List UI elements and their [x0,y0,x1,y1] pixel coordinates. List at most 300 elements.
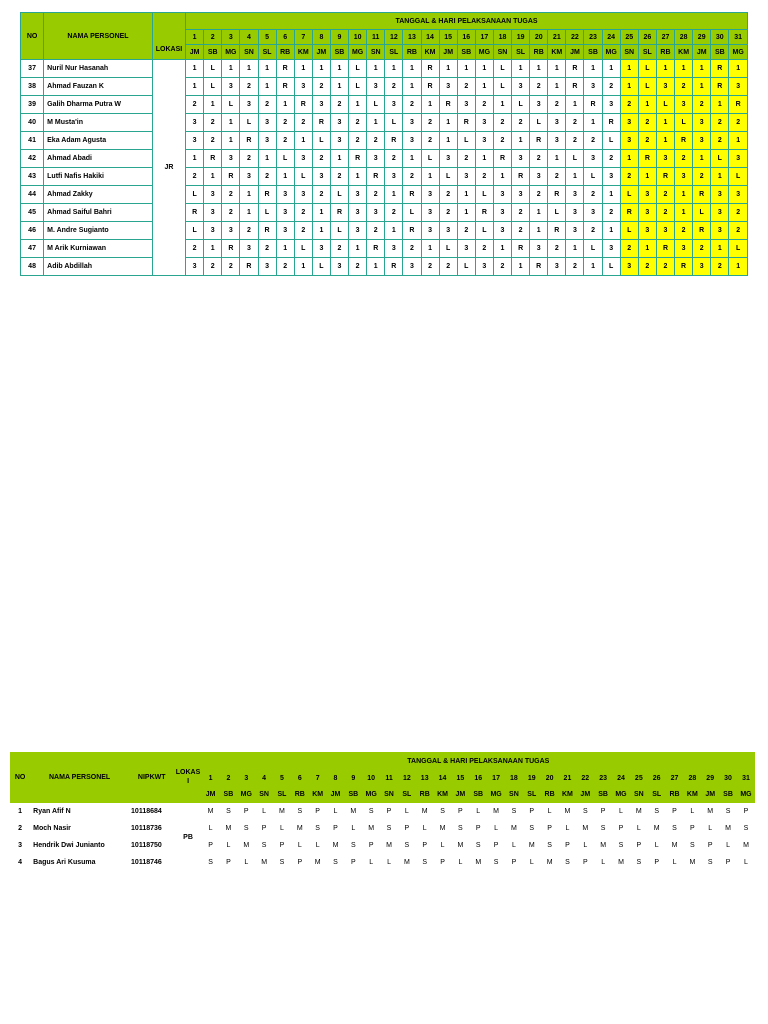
shift-cell: S [565,859,570,866]
weekday-label: SL [385,45,403,60]
weekday-label: SN [255,786,273,803]
shift-cell: 2 [566,258,584,276]
row-number: 42 [21,150,44,168]
shift-cell: 1 [439,132,457,150]
shift-cell: R [729,96,748,114]
day-number: 31 [737,770,755,786]
shift-cell: 2 [457,78,475,96]
shift-cell: 1 [493,240,511,258]
shift-cell: S [279,859,285,866]
shift-cell: L [565,825,570,832]
row-number: 41 [21,132,44,150]
shift-cell: 3 [258,114,276,132]
shift-cell: 1 [367,60,385,78]
shift-cell: S [654,808,659,815]
shift-cell: R [602,114,620,132]
shift-cell: R [294,96,312,114]
shift-cell: L [262,808,267,815]
header-lokasi: LOKAS I [174,752,201,786]
weekday-label: SL [258,45,276,60]
shift-cell: 1 [240,60,258,78]
shift-cell: 1 [276,96,294,114]
shift-cell: 1 [512,60,530,78]
shift-cell: P [243,808,249,815]
shift-cell: 3 [711,204,729,222]
shift-cell: L [583,842,588,849]
shift-cell: L [276,150,294,168]
day-number: 28 [683,770,701,786]
shift-cell: L [726,842,730,849]
shift-cell: S [690,842,695,849]
shift-cell: 1 [584,114,602,132]
shift-cell: 3 [638,186,656,204]
shift-cell: L [240,114,258,132]
shift-cell: L [620,186,638,204]
day-number: 11 [367,30,385,45]
shift-cell: 2 [330,240,348,258]
day-number: 16 [457,30,475,45]
shift-cell: R [240,132,258,150]
shift-cell: 3 [421,222,439,240]
personnel-name: Galih Dharma Putra W [44,96,153,114]
shift-cell: R [403,222,421,240]
day-number: 21 [548,30,566,45]
header-tanggal: TANGGAL & HARI PELAKSANAAN TUGAS [202,752,755,770]
day-number: 12 [398,770,416,786]
shift-cell: L [675,114,693,132]
shift-cell: 2 [403,240,421,258]
shift-cell: 3 [457,96,475,114]
shift-cell: 3 [186,258,204,276]
weekday-label: RB [666,786,684,803]
shift-cell: L [439,240,457,258]
shift-cell: 2 [512,222,530,240]
shift-cell: 1 [222,132,240,150]
header-lokasi-blank [174,786,201,803]
shift-cell: R [638,150,656,168]
shift-cell: 3 [602,96,620,114]
shift-cell: 3 [711,186,729,204]
shift-cell: 1 [693,150,711,168]
day-number: 5 [258,30,276,45]
table-row [21,240,748,258]
day-number: 7 [309,770,327,786]
shift-cell: L [601,859,606,866]
table-row [21,222,748,240]
shift-cell: 1 [548,78,566,96]
shift-cell: 2 [729,222,748,240]
shift-cell: R [385,258,403,276]
shift-cell: R [276,60,294,78]
shift-cell: 1 [276,240,294,258]
shift-cell: R [312,114,330,132]
table-row [21,60,748,78]
shift-cell: 3 [475,258,493,276]
shift-cell: 3 [294,186,312,204]
table-row [21,258,748,276]
shift-cell: 3 [512,186,530,204]
row-number: 37 [21,60,44,78]
shift-cell: 2 [475,96,493,114]
shift-cell: L [330,222,348,240]
table-row [21,78,748,96]
table-row [21,168,748,186]
shift-cell: 1 [493,96,511,114]
day-number: 20 [541,770,559,786]
shift-cell: M [511,825,517,832]
shift-cell: P [707,842,713,849]
shift-cell: 1 [475,78,493,96]
shift-cell: 1 [258,78,276,96]
personnel-name: M Musta'in [44,114,153,132]
shift-cell: 2 [457,150,475,168]
weekday-label: KM [675,45,693,60]
weekday-label: SN [505,786,523,803]
shift-cell: 2 [439,258,457,276]
shift-cell: 1 [729,258,748,276]
shift-cell: S [707,859,713,866]
shift-cell: 3 [367,78,385,96]
shift-cell: 3 [693,132,711,150]
shift-cell: 1 [222,60,240,78]
shift-cell: 3 [656,222,674,240]
shift-cell: 3 [276,186,294,204]
shift-cell: 3 [312,240,330,258]
weekday-label: JM [693,45,711,60]
shift-cell: P [226,859,231,866]
shift-cell: L [602,258,620,276]
shift-cell: L [204,60,222,78]
shift-cell: 3 [349,186,367,204]
shift-cell: 2 [711,258,729,276]
weekday-label: JM [202,786,220,803]
shift-cell: 3 [530,240,548,258]
shift-cell: R [421,78,439,96]
shift-cell: 2 [693,240,711,258]
shift-cell: L [656,96,674,114]
shift-cell: L [638,78,656,96]
shift-cell: M [635,808,642,815]
day-number: 10 [362,770,380,786]
weekday-label: SN [367,45,385,60]
shift-cell: 1 [186,78,204,96]
shift-cell: 1 [439,60,457,78]
day-number: 15 [439,30,457,45]
shift-cell: 1 [222,114,240,132]
day-number: 10 [349,30,367,45]
weekday-label: JM [186,45,204,60]
shift-cell: 3 [729,186,748,204]
day-number: 16 [469,770,487,786]
shift-cell: S [458,825,463,832]
shift-cell: 3 [439,150,457,168]
shift-cell: L [387,859,391,866]
shift-cell: L [744,859,748,866]
weekday-label: KM [683,786,701,803]
shift-cell: 2 [566,114,584,132]
shift-cell: 2 [656,258,674,276]
weekday-label: MG [237,786,255,803]
shift-cell: L [385,114,403,132]
shift-cell: L [403,204,421,222]
shift-cell: L [476,808,481,815]
day-number: 3 [222,30,240,45]
shift-cell: 2 [530,186,548,204]
day-number: 28 [675,30,693,45]
shift-cell: R [675,258,693,276]
header-lokasi: LOKASI [152,13,185,60]
weekday-label: SB [204,45,222,60]
shift-cell: L [440,842,445,849]
shift-cell: P [582,859,588,866]
shift-cell: 1 [403,78,421,96]
personnel-name: Adib Abdillah [44,258,153,276]
table-row [10,837,755,854]
shift-cell: S [636,859,642,866]
day-number: 14 [421,30,439,45]
shift-cell: P [386,808,392,815]
shift-cell: 3 [493,186,511,204]
day-number: 9 [344,770,362,786]
shift-cell: 2 [439,204,457,222]
shift-cell: L [602,132,620,150]
shift-cell: P [404,825,410,832]
shift-cell: 3 [385,240,403,258]
day-number: 14 [434,770,452,786]
shift-cell: 1 [566,96,584,114]
shift-cell: 1 [602,60,620,78]
shift-cell: 2 [729,114,748,132]
weekday-label: KM [309,786,327,803]
shift-cell: S [386,825,392,832]
shift-cell: P [368,842,374,849]
shift-cell: M [368,825,375,832]
shift-cell: M [225,825,232,832]
personnel-name: Nuril Nur Hasanah [44,60,153,78]
shift-cell: 3 [204,222,222,240]
shift-cell: S [725,808,731,815]
shift-cell: L [638,60,656,78]
shift-cell: L [369,859,374,866]
personnel-name: M Arik Kurniawan [44,240,153,258]
shift-cell: 3 [729,150,748,168]
table-row [10,854,755,871]
day-number: 17 [475,30,493,45]
shift-cell: L [530,114,548,132]
day-number: 3 [237,770,255,786]
shift-cell: R [566,60,584,78]
shift-cell: 3 [385,96,403,114]
shift-cell: 2 [584,222,602,240]
day-number: 1 [202,770,220,786]
shift-cell: L [619,808,623,815]
shift-cell: M [207,808,214,815]
day-number: 12 [385,30,403,45]
personnel-name: M. Andre Sugianto [44,222,153,240]
day-number: 25 [620,30,638,45]
weekday-label: SB [330,45,348,60]
location-cell: PB [174,803,201,871]
weekday-label: SN [380,786,398,803]
shift-cell: 1 [330,60,348,78]
personnel-name: Ahmad Saiful Bahri [44,204,153,222]
day-number: 6 [291,770,309,786]
shift-cell: S [475,842,481,849]
shift-cell: R [548,222,566,240]
day-number: 2 [220,770,238,786]
shift-cell: 1 [620,150,638,168]
shift-cell: 1 [204,240,222,258]
shift-cell: P [529,808,535,815]
personnel-name: Ahmad Abadi [44,150,153,168]
shift-cell: L [226,842,231,849]
shift-cell: 3 [421,186,439,204]
shift-cell: 2 [620,168,638,186]
shift-cell: 1 [385,60,403,78]
shift-cell: 2 [276,114,294,132]
shift-cell: 1 [584,60,602,78]
shift-cell: 1 [403,60,421,78]
shift-cell: L [458,859,463,866]
shift-cell: 1 [675,204,693,222]
shift-cell: M [279,808,285,815]
shift-cell: 3 [638,204,656,222]
shift-cell: P [315,808,320,815]
shift-cell: L [258,204,276,222]
shift-cell: 2 [367,132,385,150]
day-number: 22 [566,30,584,45]
shift-cell: 2 [385,204,403,222]
shift-cell: S [315,825,320,832]
table-row [10,803,755,820]
shift-cell: 1 [475,60,493,78]
shift-cell: M [618,859,624,866]
shift-cell: 1 [421,96,439,114]
day-number: 6 [276,30,294,45]
shift-cell: 1 [349,240,367,258]
shift-cell: 2 [294,114,312,132]
shift-cell: 1 [512,132,530,150]
shift-cell: 2 [512,204,530,222]
shift-cell: 3 [602,240,620,258]
weekday-label: RB [276,45,294,60]
shift-cell: M [314,859,321,866]
weekday-label: SB [719,786,737,803]
shift-cell: L [421,150,439,168]
shift-cell: 1 [729,60,748,78]
personnel-name: Hendrik Dwi Junianto [33,842,105,849]
day-number: 24 [612,770,630,786]
day-number: 29 [693,30,711,45]
weekday-label: KM [434,786,452,803]
shift-cell: 2 [258,168,276,186]
shift-cell: P [743,808,749,815]
shift-cell: 3 [421,204,439,222]
personnel-name: Moch Nasir [33,825,71,832]
shift-cell: 2 [566,132,584,150]
shift-cell: 1 [240,186,258,204]
weekday-label: SN [630,786,648,803]
shift-cell: 2 [421,258,439,276]
weekday-label: MG [737,786,755,803]
shift-cell: L [294,168,312,186]
shift-cell: 3 [475,132,493,150]
shift-cell: 1 [403,150,421,168]
day-number: 29 [701,770,719,786]
shift-cell: 3 [294,150,312,168]
shift-cell: M [725,825,731,832]
shift-cell: P [690,825,695,832]
shift-cell: 2 [403,168,421,186]
shift-cell: 2 [656,204,674,222]
shift-cell: P [672,808,677,815]
shift-cell: 1 [620,60,638,78]
weekday-label: JM [566,45,584,60]
shift-cell: 2 [584,132,602,150]
day-number: 7 [294,30,312,45]
shift-cell: 3 [240,96,258,114]
shift-cell: 1 [186,150,204,168]
shift-cell: 3 [240,168,258,186]
shift-cell: 1 [294,258,312,276]
shift-cell: 1 [312,60,330,78]
day-number: 9 [330,30,348,45]
shift-cell: 3 [457,240,475,258]
shift-cell: 2 [222,186,240,204]
shift-cell: 1 [638,168,656,186]
shift-cell: 2 [530,78,548,96]
row-number: 4 [18,859,23,866]
day-number: 13 [416,770,434,786]
shift-cell: L [475,186,493,204]
header-nipkwt: NIPKWT [129,752,174,803]
shift-cell: 1 [566,168,584,186]
weekday-label: MG [602,45,620,60]
shift-cell: 3 [584,150,602,168]
header-tanggal: TANGGAL & HARI PELAKSANAAN TUGAS [186,13,748,30]
row-number: 44 [21,186,44,204]
shift-cell: 2 [675,150,693,168]
shift-cell: M [707,808,714,815]
row-number: 46 [21,222,44,240]
shift-cell: R [276,78,294,96]
shift-cell: 2 [638,132,656,150]
shift-cell: L [729,168,748,186]
shift-cell: 2 [204,132,222,150]
row-number: 3 [18,842,23,849]
shift-cell: 3 [403,258,421,276]
shift-cell: M [261,859,268,866]
shift-cell: 2 [584,186,602,204]
shift-cell: P [297,859,303,866]
shift-cell: 2 [656,186,674,204]
day-number: 11 [380,770,398,786]
day-number: 24 [602,30,620,45]
shift-cell: R [240,258,258,276]
shift-cell: S [208,859,213,866]
shift-cell: 1 [584,258,602,276]
shift-cell: 3 [222,150,240,168]
shift-cell: R [475,204,493,222]
personnel-name: Ryan Afif N [33,808,71,815]
shift-cell: 3 [385,168,403,186]
row-number: 48 [21,258,44,276]
shift-cell: L [312,132,330,150]
shift-cell: 3 [566,186,584,204]
weekday-label: RB [416,786,434,803]
shift-cell: 3 [240,240,258,258]
shift-cell: 2 [186,96,204,114]
